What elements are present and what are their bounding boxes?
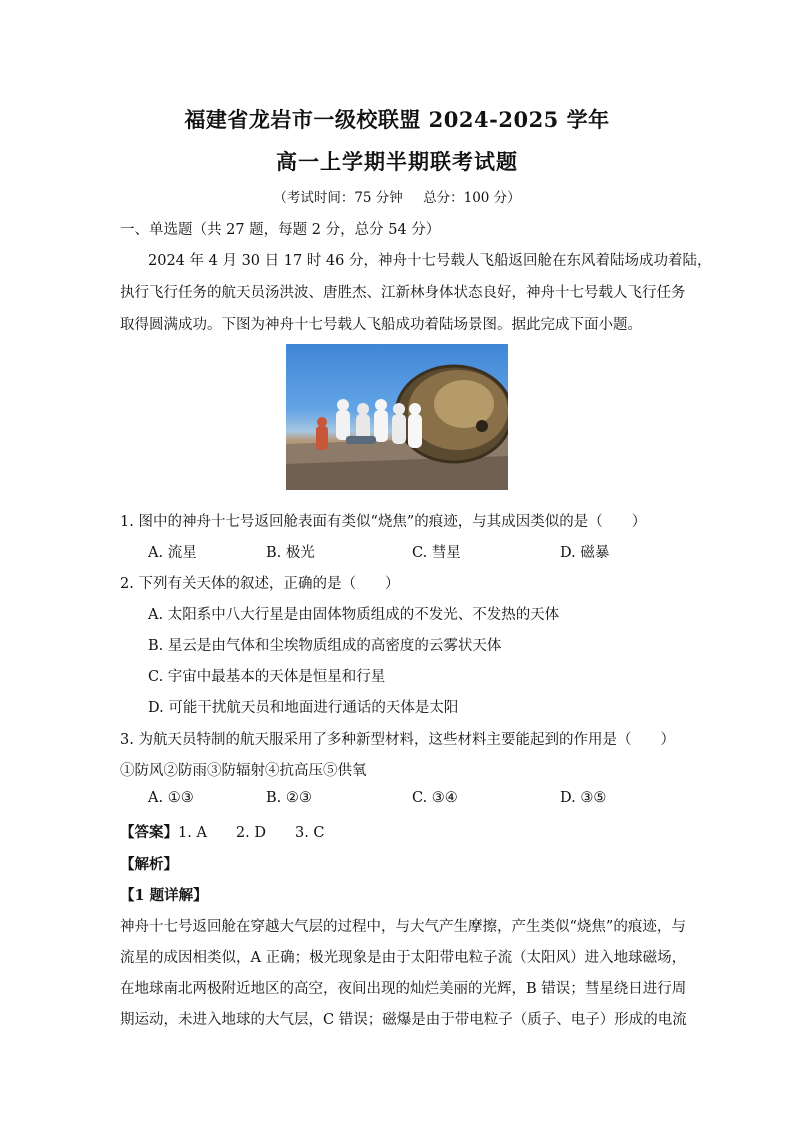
analysis-line-1: 神舟十七号返回舱在穿越大气层的过程中，与大气产生摩擦，产生类似“烧焦”的痕迹，与 (120, 919, 686, 935)
intro-line-1: 2024 年 4 月 30 日 17 时 46 分，神舟十七号载人飞船返回舱在东风着陆场成功着陆， (148, 253, 712, 269)
analysis-detail-label: 【1 题详解】 (120, 887, 208, 904)
question-3-option-b: B. ②③ (266, 790, 312, 806)
question-1-option-a: A. 流星 (148, 545, 197, 561)
question-3-note: ①防风②防雨③防辐射④抗高压⑤供氧 (120, 763, 367, 779)
question-2-option-b: B. 星云是由气体和尘埃物质组成的高密度的云雾状天体 (148, 638, 502, 654)
exam-info (0, 186, 794, 206)
analysis-line-4: 期运动，未进入地球的大气层，C 错误；磁爆是由于带电粒子（质子、电子）形成的电流 (120, 1012, 687, 1028)
question-1-option-b: B. 极光 (266, 545, 315, 561)
question-1-option-c: C. 彗星 (412, 545, 461, 561)
landing-photo (286, 344, 508, 490)
analysis-label: 【解析】 (120, 856, 178, 873)
question-1-stem: 1. 图中的神舟十七号返回舱表面有类似“烧焦”的痕迹，与其成因类似的是（ ） (120, 514, 647, 530)
exam-total-score: 总分：100 分） (423, 190, 521, 206)
analysis-line-3: 在地球南北两极附近地区的高空，夜间出现的灿烂美丽的光辉，B 错误；彗星绕日进行周 (120, 981, 687, 997)
question-2-option-d: D. 可能干扰航天员和地面进行通话的天体是太阳 (148, 700, 459, 716)
question-3-option-c: C. ③④ (412, 790, 458, 806)
intro-line-3: 取得圆满成功。下图为神舟十七号载人飞船成功着陆场景图。据此完成下面小题。 (120, 317, 642, 333)
section-heading: 一、单选题（共 27 题，每题 2 分，总分 54 分） (120, 222, 441, 238)
answer-values: 1. A 2. D 3. C (178, 825, 325, 841)
exam-time: （考试时间：75 分钟 (273, 190, 403, 206)
exam-title-line1: 福建省龙岩市一级校联盟 2024-2025 学年 (184, 107, 610, 132)
question-2-stem: 2. 下列有关天体的叙述，正确的是（ ） (120, 576, 400, 592)
question-3-option-a: A. ①③ (148, 790, 194, 806)
question-2-option-a: A. 太阳系中八大行星是由固体物质组成的不发光、不发热的天体 (148, 607, 560, 623)
answer-label: 【答案】 (120, 824, 178, 841)
question-3-option-d: D. ③⑤ (560, 790, 607, 806)
landing-photo-drawing (286, 344, 508, 490)
intro-line-2: 执行飞行任务的航天员汤洪波、唐胜杰、江新林身体状态良好，神舟十七号载人飞行任务 (120, 285, 686, 301)
answer-row (120, 821, 680, 842)
question-1-option-d: D. 磁暴 (560, 545, 610, 561)
analysis-line-2: 流星的成因相类似，A 正确；极光现象是由于太阳带电粒子流（太阳风）进入地球磁场， (120, 950, 687, 966)
exam-title-line2: 高一上学期半期联考试题 (276, 149, 518, 174)
question-2-option-c: C. 宇宙中最基本的天体是恒星和行星 (148, 669, 386, 685)
question-3-stem: 3. 为航天员特制的航天服采用了多种新型材料，这些材料主要能起到的作用是（ ） (120, 732, 675, 748)
